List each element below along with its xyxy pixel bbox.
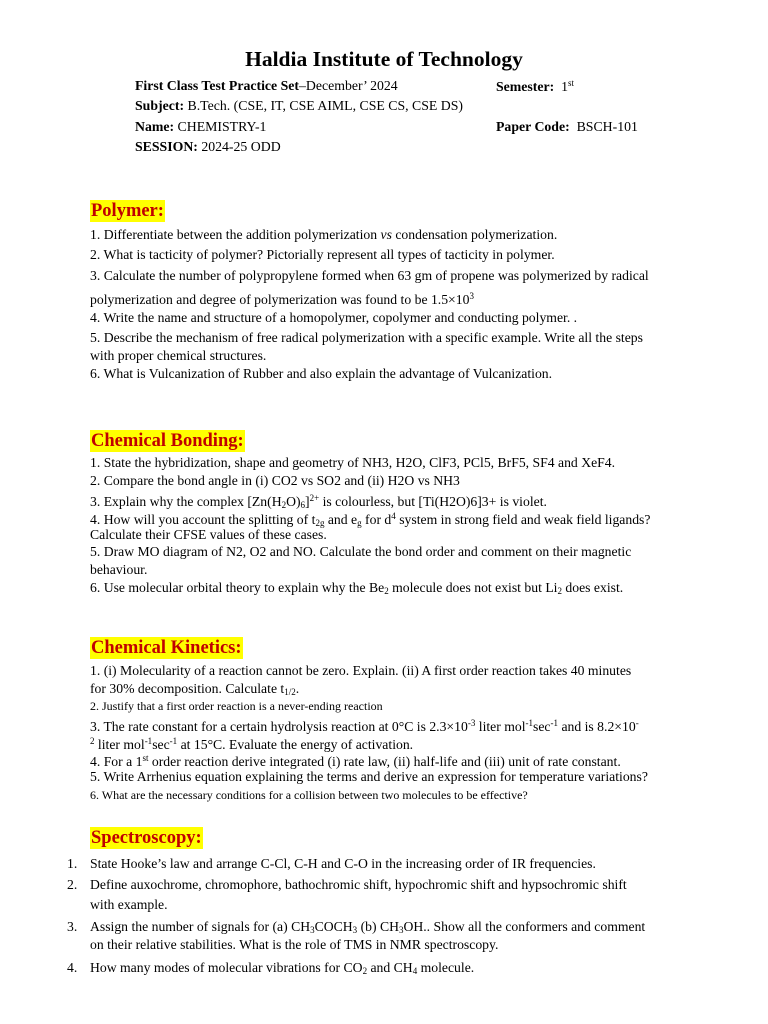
name-label: Name: [135,119,175,134]
q-sub: 4 [412,966,418,976]
polymer-question-4: 4. Write the name and structure of a homopolymer, copolymer and conducting polymer. . [90,310,578,325]
q-text: system in strong field and weak field ligands? [395,512,651,527]
q-text: ] [305,494,310,509]
q-text: liter mol [94,737,145,752]
q-text: sec [152,737,170,752]
q-text: (b) CH [357,919,399,934]
kinetics-question-3a [90,715,639,735]
q-text-italic: vs [380,227,392,242]
test-label: First Class Test Practice Set [135,78,299,93]
q-text: condensation polymerization. [391,227,558,242]
paper-code-value: BSCH-101 [576,119,638,134]
subject-label: Subject: [135,98,185,113]
spectroscopy-question-1: State Hooke’s law and arrange C-Cl, C-H and C-O in the increasing order of IR frequencies. [90,856,596,871]
semester-label: Semester: [496,79,555,94]
q-text: order reaction derive integrated (i) rate law, (ii) half-life and (iii) unit of rate constant. [148,754,621,769]
polymer-question-6: 6. What is Vulcanization of Rubber and also explain the advantage of Vulcanization. [90,366,553,381]
q-text: 1. Differentiate between the addition polymerization [90,227,381,242]
q-text: molecule. [417,960,475,975]
spectroscopy-number-1: 1. [67,856,78,871]
q-sup: 2+ [309,493,320,503]
section-heading-spectroscopy: Spectroscopy: [91,828,202,848]
q-text: is colourless, but [Ti(H2O)6]3+ is violet. [319,494,547,509]
q-sub: 1/2 [284,687,296,697]
q-text: O) [286,494,301,509]
q-sub: 2 [281,500,287,510]
session-label: SESSION: [135,139,198,154]
q-text: at 15°C. Evaluate the energy of activation. [177,737,414,752]
q-text: and e [324,512,358,527]
kinetics-question-2: 2. Justify that a first order reaction is a never-ending reaction [90,699,383,713]
bonding-question-4b: Calculate their CFSE values of these cases. [90,527,327,542]
q-sup: -1 [169,736,178,746]
kinetics-question-6: 6. What are the necessary conditions for a collision between two molecules to be effective? [90,788,528,802]
q-text: . [295,681,300,696]
kinetics-question-1a: 1. (i) Molecularity of a reaction cannot be zero. Explain. (ii) A first order reaction takes 40 minutes [90,663,632,678]
q-sub: g [357,518,362,528]
bonding-question-2: 2. Compare the bond angle in (i) CO2 vs SO2 and (ii) H2O vs NH3 [90,473,460,488]
q-text: 4. For a 1 [90,754,143,769]
q-sup: -3 [467,718,476,728]
q-sup: 4 [391,511,396,521]
institute-title: Haldia Institute of Technology [245,47,523,71]
bonding-question-5b: behaviour. [90,562,148,577]
section-heading-bonding: Chemical Bonding: [91,431,244,451]
bonding-question-6 [90,579,623,600]
name-value: CHEMISTRY-1 [174,119,267,134]
polymer-question-5b: with proper chemical structures. [90,348,267,363]
q-sup: -1 [144,736,153,746]
q-text: liter mol [475,719,526,734]
spectroscopy-question-4 [90,959,474,980]
semester-sup: st [568,78,575,88]
spectroscopy-question-3b: on their relative stabilities. What is the role of TMS in NMR spectroscopy. [90,937,499,952]
q-sup: -1 [550,718,559,728]
q-sup: 3 [469,291,474,301]
q-text: Assign the number of signals for (a) CH [90,919,311,934]
polymer-question-2: 2. What is tacticity of polymer? Pictorially represent all types of tacticity in polymer. [90,247,555,262]
q-text: does exist. [562,580,624,595]
q-text: 6. Use molecular orbital theory to explain why the Be [90,580,385,595]
q-sup: - [635,718,639,728]
q-text: OH.. Show all the conformers and comment [403,919,646,934]
paper-code-label: Paper Code: [496,119,570,134]
q-sup: st [142,753,149,763]
section-heading-kinetics: Chemical Kinetics: [91,638,242,658]
q-text: for 30% decomposition. Calculate t [90,681,285,696]
q-sub: 3 [310,925,315,935]
spectroscopy-question-2a: Define auxochrome, chromophore, bathochromic shift, hypochromic shift and hypsochromic shift [90,877,627,892]
q-text: molecule does not exist but Li [388,580,558,595]
subject-info [135,98,463,114]
spectroscopy-number-2: 2. [67,877,78,892]
test-date: –December’ 2024 [299,78,398,93]
q-text: polymerization and degree of polymerization was found to be 1.5×10 [90,292,470,307]
q-text: sec [533,719,551,734]
q-text: 3. Explain why the complex [Zn(H [90,494,282,509]
q-text: and CH [367,960,413,975]
q-sup: -1 [525,718,534,728]
q-text: for d [361,512,392,527]
test-info [135,78,398,94]
kinetics-question-4 [90,750,621,770]
q-text: 4. How will you account the splitting of t [90,512,316,527]
section-heading-polymer: Polymer: [91,201,164,221]
q-text: How many modes of molecular vibrations for CO [90,960,363,975]
semester-value: 1 [561,79,569,94]
q-sub: 2 [557,586,562,596]
spectroscopy-question-2b: with example. [90,897,168,912]
bonding-question-5a: 5. Draw MO diagram of N2, O2 and NO. Calculate the bond order and comment on their magnetic [90,544,632,559]
semester-info [496,78,574,95]
kinetics-question-5: 5. Write Arrhenius equation explaining the terms and derive an expression for temperature variations? [90,769,648,784]
q-sub: 3 [352,925,358,935]
session-value: 2024-25 ODD [197,139,281,154]
polymer-question-1 [90,226,557,243]
q-sub: 2g [315,518,325,528]
paper-code-info [496,119,638,135]
q-text: 3. The rate constant for a certain hydrolysis reaction at 0°C is 2.3×10 [90,719,468,734]
q-text: COCH [314,919,353,934]
polymer-question-5a: 5. Describe the mechanism of free radical polymerization with a specific example. Write all the steps [90,330,643,345]
q-sup: 2 [90,736,95,746]
spectroscopy-number-4: 4. [67,960,78,975]
q-sub: 2 [362,966,368,976]
polymer-question-3a: 3. Calculate the number of polypropylene formed when 63 gm of propene was polymerized by radical [90,268,649,283]
q-sub: 6 [300,500,306,510]
session-info [135,139,281,155]
q-sub: 3 [398,925,404,935]
name-info [135,119,266,135]
spectroscopy-number-3: 3. [67,919,78,934]
polymer-question-3b [90,288,474,308]
bonding-question-1: 1. State the hybridization, shape and geometry of NH3, H2O, ClF3, PCl5, BrF5, SF4 and XeF4. [90,455,616,470]
q-sub: 2 [384,586,389,596]
subject-value: B.Tech. (CSE, IT, CSE AIML, CSE CS, CSE DS) [184,98,464,113]
q-text: and is 8.2×10 [558,719,636,734]
